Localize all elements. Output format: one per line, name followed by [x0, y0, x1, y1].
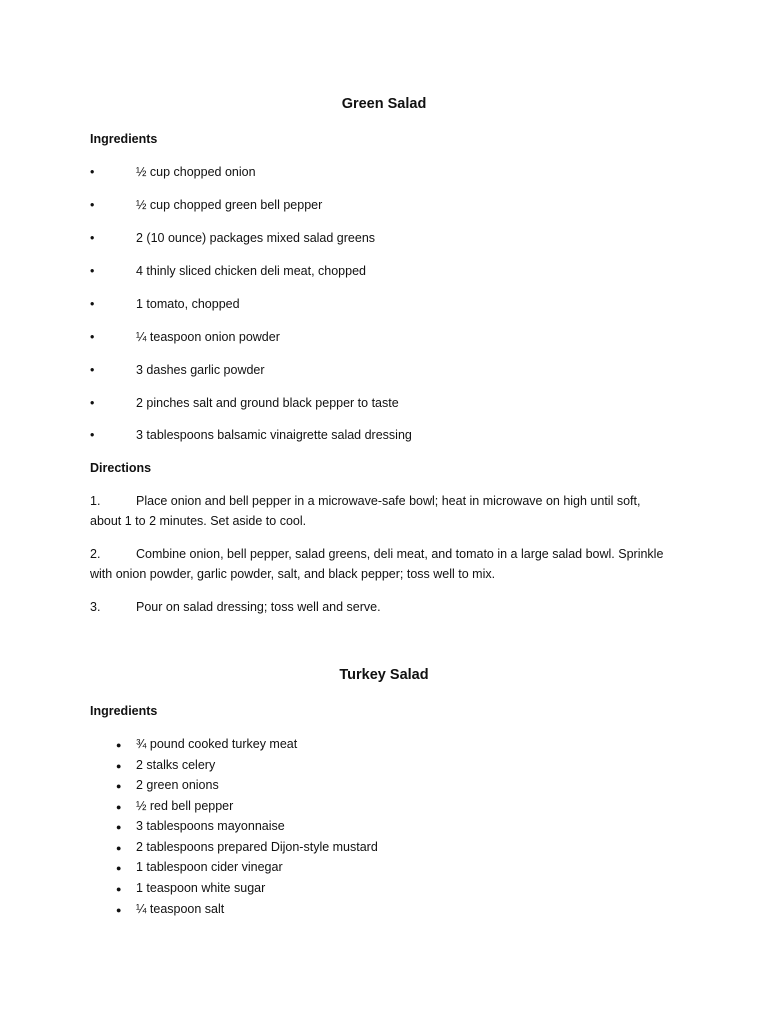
direction-text-continued: with onion powder, garlic powder, salt, and black pepper; toss well to mix.	[90, 567, 496, 581]
bullet-icon: ●	[116, 863, 122, 873]
ingredient-item: 1 teaspoon white sugar	[136, 881, 266, 895]
ingredient-item: 2 (10 ounce) packages mixed salad greens	[136, 231, 376, 245]
direction-number: 1.	[90, 494, 101, 508]
directions-heading: Directions	[90, 461, 152, 475]
ingredient-item: ¾ pound cooked turkey meat	[136, 737, 298, 751]
bullet-icon: ●	[116, 761, 122, 771]
bullet-icon: •	[90, 198, 95, 212]
ingredient-item: 1 tomato, chopped	[136, 297, 240, 311]
ingredient-item: ½ cup chopped onion	[136, 165, 256, 179]
ingredient-item: 2 green onions	[136, 778, 219, 792]
bullet-icon: •	[90, 297, 95, 311]
ingredient-item: ¼ teaspoon salt	[136, 902, 225, 916]
bullet-icon: •	[90, 396, 95, 410]
recipe-title-green-salad: Green Salad	[341, 96, 427, 112]
recipe-title-turkey-salad: Turkey Salad	[339, 667, 429, 683]
direction-number: 2.	[90, 547, 101, 561]
bullet-icon: •	[90, 428, 95, 442]
bullet-icon: •	[90, 363, 95, 377]
ingredients-heading: Ingredients	[90, 132, 158, 146]
bullet-icon: ●	[116, 884, 122, 894]
ingredient-item: 2 stalks celery	[136, 758, 216, 772]
ingredient-item: ½ red bell pepper	[136, 799, 234, 813]
ingredient-item: 3 dashes garlic powder	[136, 363, 265, 377]
bullet-icon: ●	[116, 781, 122, 791]
bullet-icon: ●	[116, 905, 122, 915]
direction-text-continued: about 1 to 2 minutes. Set aside to cool.	[90, 514, 307, 528]
ingredient-item: 4 thinly sliced chicken deli meat, chopped	[136, 264, 366, 278]
ingredient-item: 1 tablespoon cider vinegar	[136, 860, 283, 874]
ingredient-item: 3 tablespoons balsamic vinaigrette salad dressing	[136, 428, 412, 442]
bullet-icon: ●	[116, 802, 122, 812]
ingredient-item: ¼ teaspoon onion powder	[136, 330, 280, 344]
direction-text: Place onion and bell pepper in a microwave-safe bowl; heat in microwave on high until soft,	[136, 494, 641, 508]
ingredients-heading: Ingredients	[90, 704, 158, 718]
bullet-icon: ●	[116, 822, 122, 832]
ingredient-item: 3 tablespoons mayonnaise	[136, 819, 285, 833]
bullet-icon: ●	[116, 843, 122, 853]
ingredient-item: 2 tablespoons prepared Dijon-style mustard	[136, 840, 378, 854]
bullet-icon: •	[90, 264, 95, 278]
direction-text: Pour on salad dressing; toss well and serve.	[136, 600, 381, 614]
bullet-icon: ●	[116, 740, 122, 750]
bullet-icon: •	[90, 165, 95, 179]
direction-text: Combine onion, bell pepper, salad greens, deli meat, and tomato in a large salad bowl. Sprinkle	[136, 547, 664, 561]
bullet-icon: •	[90, 330, 95, 344]
ingredient-item: ½ cup chopped green bell pepper	[136, 198, 323, 212]
direction-number: 3.	[90, 600, 101, 614]
ingredient-item: 2 pinches salt and ground black pepper to taste	[136, 396, 399, 410]
bullet-icon: •	[90, 231, 95, 245]
